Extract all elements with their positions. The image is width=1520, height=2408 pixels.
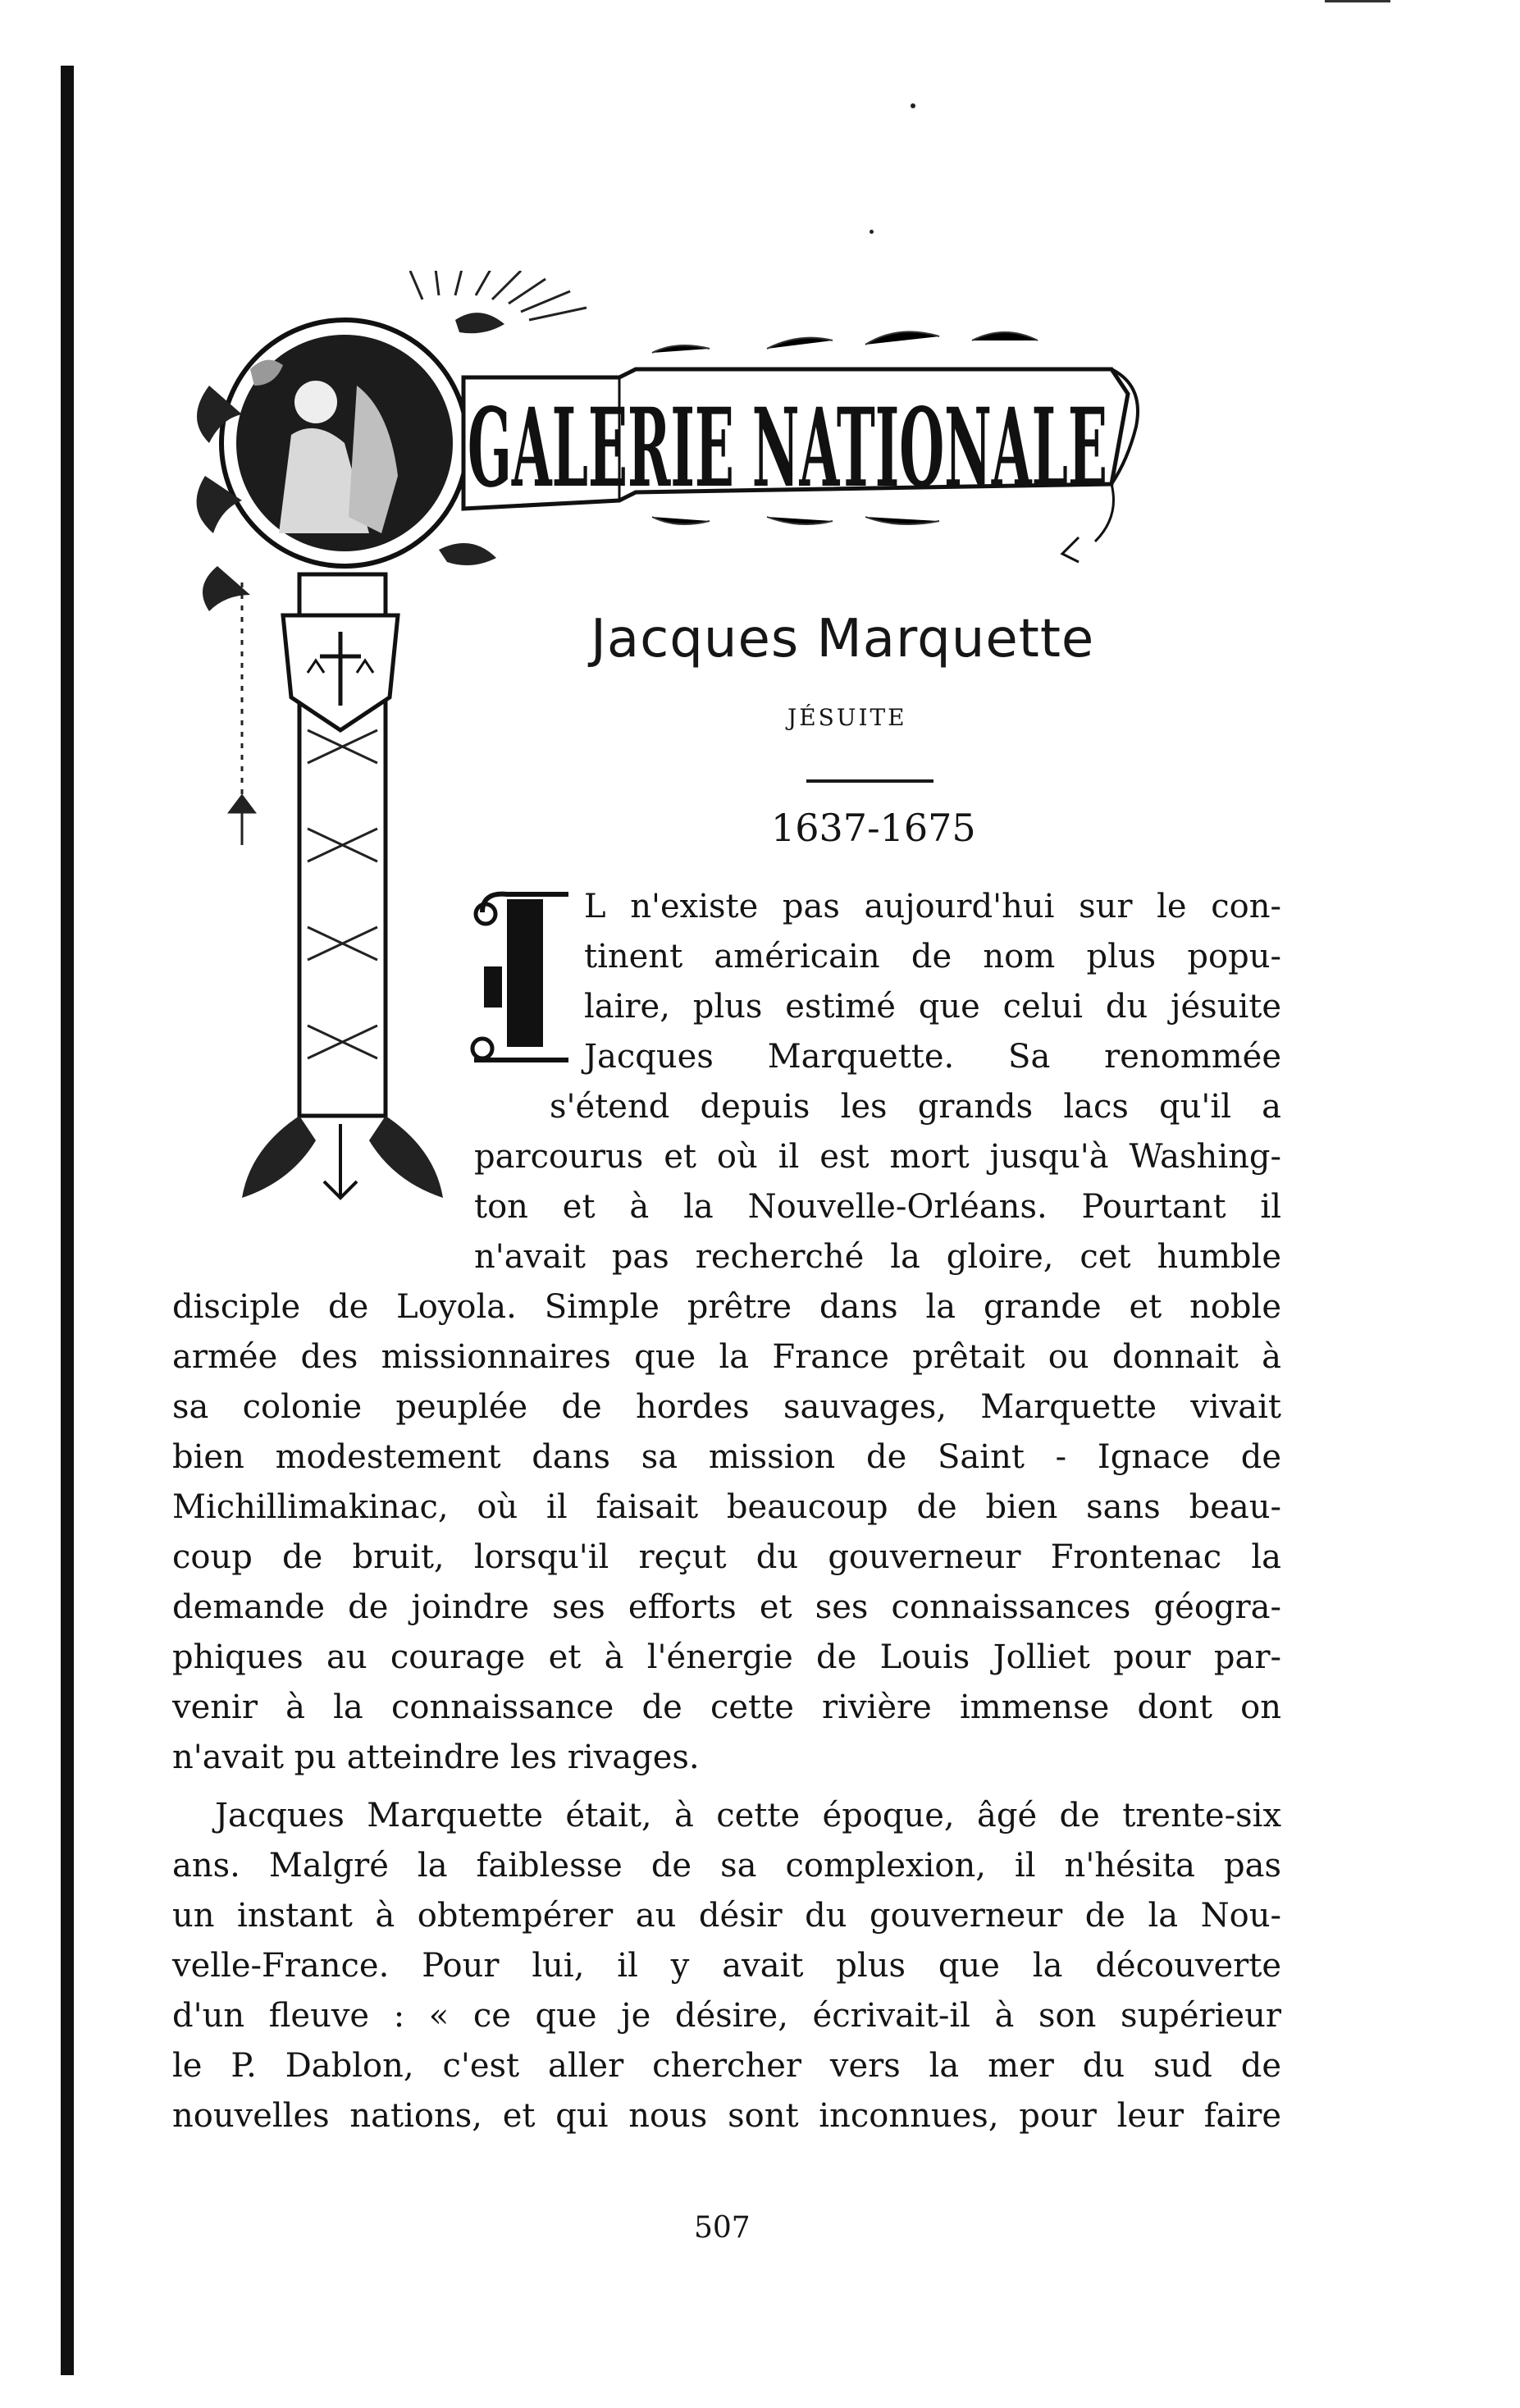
ink-speck bbox=[911, 103, 915, 108]
text-line: nouvelles nations, et qui nous sont inconnues, pour leur faire bbox=[172, 2097, 1281, 2135]
left-margin-rule bbox=[61, 66, 74, 2375]
text-line: s'étend depuis les grands lacs qu'il a bbox=[550, 1088, 1281, 1126]
text-line: le P. Dablon, c'est aller chercher vers la mer du sud de bbox=[172, 2047, 1281, 2085]
medallion bbox=[221, 320, 468, 566]
text-line: n'avait pas recherché la gloire, cet humble bbox=[474, 1238, 1281, 1276]
page-number: 507 bbox=[694, 2211, 751, 2245]
ornament-pillar bbox=[242, 574, 443, 1198]
text-line: velle-France. Pour lui, il y avait plus que la découverte bbox=[172, 1947, 1281, 1985]
text-line: parcourus et où il est mort jusqu'à Washing- bbox=[474, 1138, 1281, 1176]
text-line: bien modestement dans sa mission de Saint - Ignace de bbox=[172, 1438, 1281, 1476]
ink-speck bbox=[870, 230, 874, 234]
text-line: un instant à obtempérer au désir du gouverneur de la Nou- bbox=[172, 1897, 1281, 1935]
ornament-rays bbox=[410, 271, 587, 320]
ornament-chain bbox=[230, 583, 254, 845]
text-line: n'avait pu atteindre les rivages. bbox=[172, 1739, 700, 1776]
title-rule bbox=[806, 779, 933, 783]
text-line: disciple de Loyola. Simple prêtre dans la grande et noble bbox=[172, 1288, 1281, 1326]
drop-cap bbox=[466, 888, 573, 1068]
article-subtitle: JÉSUITE bbox=[787, 704, 907, 731]
banner-scroll bbox=[463, 331, 1138, 562]
text-line: coup de bruit, lorsqu'il reçut du gouverneur Frontenac la bbox=[172, 1538, 1281, 1576]
text-line: d'un fleuve : « ce que je désire, écrivait-il à son supérieur bbox=[172, 1997, 1281, 2035]
ornamental-header bbox=[193, 271, 1153, 1222]
text-line: demande de joindre ses efforts et ses connaissances géogra- bbox=[172, 1588, 1281, 1626]
banner-text: GALERIE NATIONALE bbox=[468, 385, 1107, 512]
text-line: tinent américain de nom plus popu- bbox=[584, 938, 1281, 976]
text-line: armée des missionnaires que la France prêtait ou donnait à bbox=[172, 1338, 1281, 1376]
text-line: ans. Malgré la faiblesse de sa complexion, il n'hésita pas bbox=[172, 1847, 1281, 1885]
corner-mark bbox=[1325, 0, 1390, 2]
text-line: laire, plus estimé que celui du jésuite bbox=[584, 988, 1281, 1026]
text-line: Jacques Marquette. Sa renommée bbox=[584, 1038, 1281, 1076]
text-line: phiques au courage et à l'énergie de Louis Jolliet pour par- bbox=[172, 1638, 1281, 1676]
text-line: Michillimakinac, où il faisait beaucoup de bien sans beau- bbox=[172, 1488, 1281, 1526]
text-line: sa colonie peuplée de hordes sauvages, Marquette vivait bbox=[172, 1388, 1281, 1426]
text-line: venir à la connaissance de cette rivière immense dont on bbox=[172, 1688, 1281, 1726]
text-line: L n'existe pas aujourd'hui sur le con- bbox=[584, 888, 1281, 925]
drop-cap-letter: I bbox=[466, 888, 467, 889]
text-line: ton et à la Nouvelle-Orléans. Pourtant il bbox=[474, 1188, 1281, 1226]
article-title: Jacques Marquette bbox=[591, 609, 1095, 669]
article-dates: 1637-1675 bbox=[771, 806, 976, 850]
text-line: Jacques Marquette était, à cette époque, âgé de trente-six bbox=[215, 1797, 1281, 1835]
